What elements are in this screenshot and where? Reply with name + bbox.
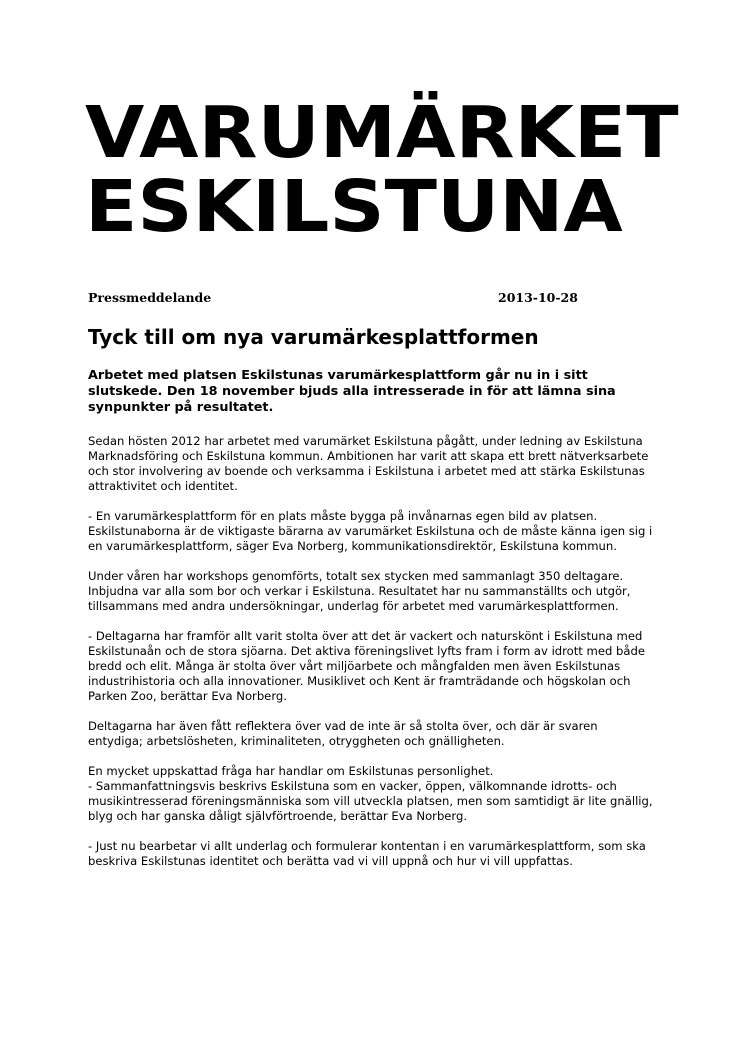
page-title: Tyck till om nya varumärkesplattformen xyxy=(88,325,539,349)
lead-paragraph: Arbetet med platsen Eskilstunas varumärkesplattform går nu in i sitt slutskede. Den 18 november bjuds alla intresserade in för att lämna sina synpunkter på resultatet. xyxy=(88,368,616,415)
body-paragraph-2: - En varumärkesplattform för en plats måste bygga på invånarnas egen bild av platsen. Eskilstunaborna är de viktigaste bärarna av varumärket Eskilstuna och de måste känna igen sig i en varumärkesplattform, säger Eva Norberg, kommunikationsdirektör, Eskilstuna kommun. xyxy=(88,509,653,553)
logo-line-2: ESKILSTUNA xyxy=(85,165,623,248)
body-paragraph-8: - Just nu bearbetar vi allt underlag och formulerar kontentan i en varumärkesplattform, som ska beskriva Eskilstunas identitet och berätta vad vi vill uppnå och hur vi vill uppfattas. xyxy=(88,839,646,868)
body-paragraph-7: - Sammanfattningsvis beskrivs Eskilstuna som en vacker, öppen, välkomnande idrotts- och musikintresserad föreningsmänniska som vill utveckla platsen, men som samtidigt är lite gnällig, blyg och har ganska dåligt självförtroende, berättar Eva Norberg. xyxy=(88,779,653,823)
brand-logo xyxy=(85,91,679,248)
body-paragraph-4: - Deltagarna har framför allt varit stolta över att det är vackert och naturskönt i Eskilstuna med Eskilstunaån och de stora sjöarna. Det aktiva föreningslivet lyfts fram i form av idrott med både bredd och elit. Många är stolta över vårt miljöarbete och mångfalden men även Eskilstunas industrihistoria och alla innovationer. Musiklivet och Kent är framträdande och högskolan och Parken Zoo, berättar Eva Norberg. xyxy=(88,629,645,703)
document-meta xyxy=(88,290,668,308)
body-paragraph-3: Under våren har workshops genomförts, totalt sex stycken med sammanlagt 350 deltagare. Inbjudna var alla som bor och verkar i Eskilstuna. Resultatet har nu sammanställts och utgör, tillsammans med andra undersökningar, underlag för arbetet med varumärkesplattformen. xyxy=(88,569,631,613)
body-paragraph-6: En mycket uppskattad fråga har handlar om Eskilstunas personlighet. xyxy=(88,764,494,778)
document-date: 2013-10-28 xyxy=(498,290,578,305)
body-paragraph-1: Sedan hösten 2012 har arbetet med varumärket Eskilstuna pågått, under ledning av Eskilstuna Marknadsföring och Eskilstuna kommun. Ambitionen har varit att skapa ett brett nätverksarbete och stor involvering av boende och verksamma i Eskilstuna i arbetet med att stärka Eskilstunas attraktivitet och identitet. xyxy=(88,434,649,493)
document-type: Pressmeddelande xyxy=(88,290,212,305)
body-text xyxy=(88,434,654,884)
logo-line-1: VARUMÄRKET xyxy=(85,91,679,174)
body-paragraph-5: Deltagarna har även fått reflektera över vad de inte är så stolta över, och där är svaren entydiga; arbetslösheten, kriminaliteten, otryggheten och gnälligheten. xyxy=(88,719,598,748)
